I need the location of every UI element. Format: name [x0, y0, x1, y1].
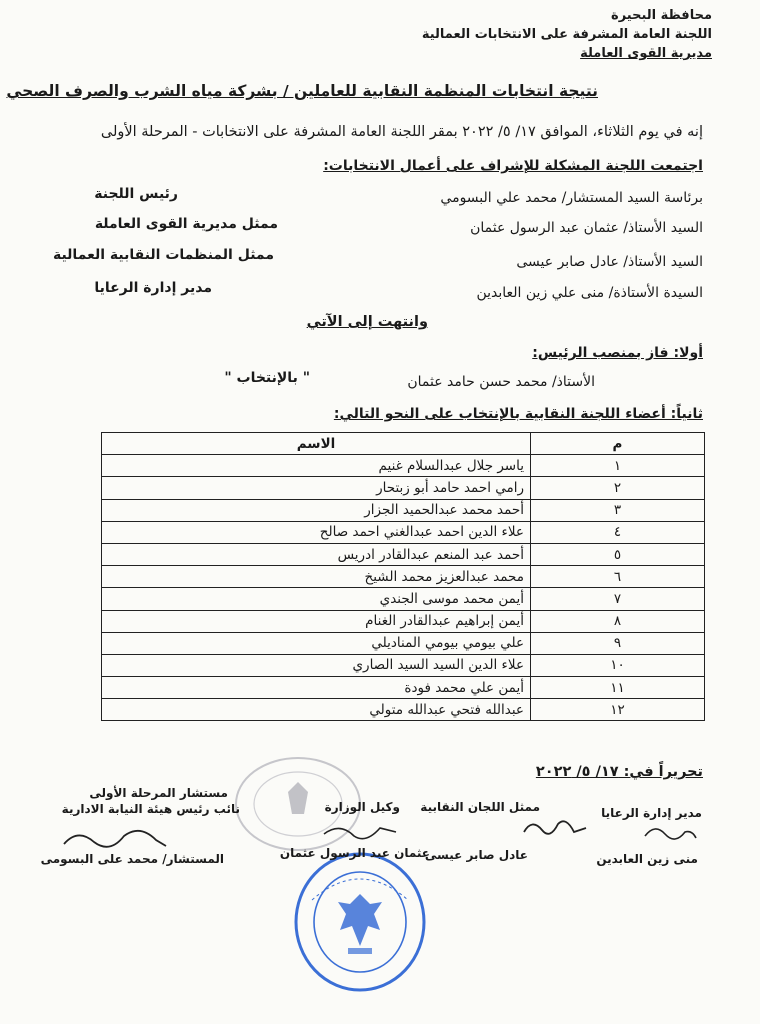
row-number: ٦: [531, 566, 705, 588]
row-number: ١٠: [531, 654, 705, 676]
signature-title: وكيل الوزارة: [324, 800, 400, 814]
row-name: أحمد عبد المنعم عبدالقادر ادريس: [102, 543, 531, 565]
committee-member-name: برئاسة السيد المستشار/ محمد علي البسومي: [440, 190, 703, 206]
signature-scribble-icon: [520, 812, 590, 846]
row-name: أيمن إبراهيم عبدالقادر الغنام: [102, 610, 531, 632]
letterhead-governorate: محافظة البحيرة: [611, 8, 712, 23]
row-name: محمد عبدالعزيز محمد الشيخ: [102, 566, 531, 588]
signature-name: منى زين العابدين: [596, 852, 698, 866]
table-row: [102, 610, 705, 632]
row-name: علي بيومي بيومي المناديلي: [102, 632, 531, 654]
table-row: [102, 499, 705, 521]
letterhead-directorate: مديرية القوى العاملة: [580, 46, 712, 61]
intro-paragraph: إنه في يوم الثلاثاء، الموافق ١٧/ ٥/ ٢٠٢٢ بمقر اللجنة العامة المشرفة على الانتخابات - المرحلة الأولى: [100, 124, 703, 140]
row-number: ٤: [531, 521, 705, 543]
row-number: ٧: [531, 588, 705, 610]
signature-scribble-icon: [640, 818, 700, 848]
committee-member-name: السيدة الأستاذة/ منى علي زين العابدين: [476, 285, 703, 301]
signature-subtitle: نائب رئيس هيئة النيابة الادارية: [61, 802, 240, 816]
committee-member-role: ممثل مديرية القوى العاملة: [94, 216, 278, 232]
table-row: [102, 588, 705, 610]
table-row: [102, 477, 705, 499]
signature-name: عثمان عبد الرسول عثمان: [279, 846, 430, 860]
row-number: ٣: [531, 499, 705, 521]
members-table: [101, 432, 705, 721]
committee-member-name: السيد الأستاذ/ عادل صابر عيسى: [516, 254, 703, 270]
table-row: [102, 699, 705, 721]
committee-member-role: رئيس اللجنة: [94, 186, 178, 202]
committee-heading: اجتمعت اللجنة المشكلة للإشراف على أعمال الانتخابات:: [323, 158, 703, 174]
document-title: نتيجة انتخابات المنظمة النقابية للعاملين / بشركة مياه الشرب والصرف الصحي: [6, 82, 598, 100]
row-name: عبدالله فتحي عبدالله متولي: [102, 699, 531, 721]
president-name: الأستاذ/ محمد حسن حامد عثمان: [407, 374, 595, 390]
first-heading: أولا: فاز بمنصب الرئيس:: [532, 345, 703, 361]
signature-name: عادل صابر عيسى: [424, 848, 528, 862]
row-number: ٩: [531, 632, 705, 654]
column-name-header: الاسم: [102, 433, 531, 455]
signature-name: المستشار/ محمد على البسومى: [40, 852, 224, 866]
table-row: [102, 677, 705, 699]
table-row: [102, 632, 705, 654]
row-name: ياسر جلال عبدالسلام غنيم: [102, 455, 531, 477]
row-number: ١: [531, 455, 705, 477]
row-name: رامي احمد حامد أبو زبتحار: [102, 477, 531, 499]
signature-scribble-icon: [320, 818, 400, 848]
row-name: أيمن محمد موسى الجندي: [102, 588, 531, 610]
row-name: علاء الدين احمد عبدالغني احمد صالح: [102, 521, 531, 543]
row-name: أيمن علي محمد فودة: [102, 677, 531, 699]
signature-title: مدير إدارة الرعايا: [601, 806, 702, 820]
second-heading: ثانياً: أعضاء اللجنة النقابية بالإنتخاب على النحو التالي:: [333, 406, 703, 422]
dated-line: تحريراً في: ١٧/ ٥/ ٢٠٢٢: [535, 764, 703, 780]
row-number: ١٢: [531, 699, 705, 721]
row-number: ٥: [531, 543, 705, 565]
table-row: [102, 566, 705, 588]
table-row: [102, 654, 705, 676]
concluded-heading: وانتهت إلى الآتي: [306, 314, 428, 330]
committee-member-name: السيد الأستاذ/ عثمان عبد الرسول عثمان: [470, 220, 703, 236]
table-row: [102, 543, 705, 565]
table-row: [102, 455, 705, 477]
row-name: علاء الدين السيد السيد الصاري: [102, 654, 531, 676]
table-row: [102, 521, 705, 543]
official-stamp-icon: [290, 850, 430, 998]
letterhead-committee: اللجنة العامة المشرفة على الانتخابات العمالية: [421, 27, 712, 42]
row-number: ١١: [531, 677, 705, 699]
signature-title: ممثل اللجان النقابية: [420, 800, 540, 814]
row-number: ٨: [531, 610, 705, 632]
row-number: ٢: [531, 477, 705, 499]
table-header-row: [102, 433, 705, 455]
committee-member-role: مدير إدارة الرعايا: [94, 280, 212, 296]
column-number-header: م: [531, 433, 705, 455]
letterhead: [422, 6, 712, 63]
signature-title: مستشار المرحلة الأولى: [89, 786, 228, 800]
president-method: " بالإنتخاب ": [224, 370, 310, 386]
committee-member-role: ممثل المنظمات النقابية العمالية: [52, 247, 274, 263]
row-name: أحمد محمد عبدالحميد الجزار: [102, 499, 531, 521]
